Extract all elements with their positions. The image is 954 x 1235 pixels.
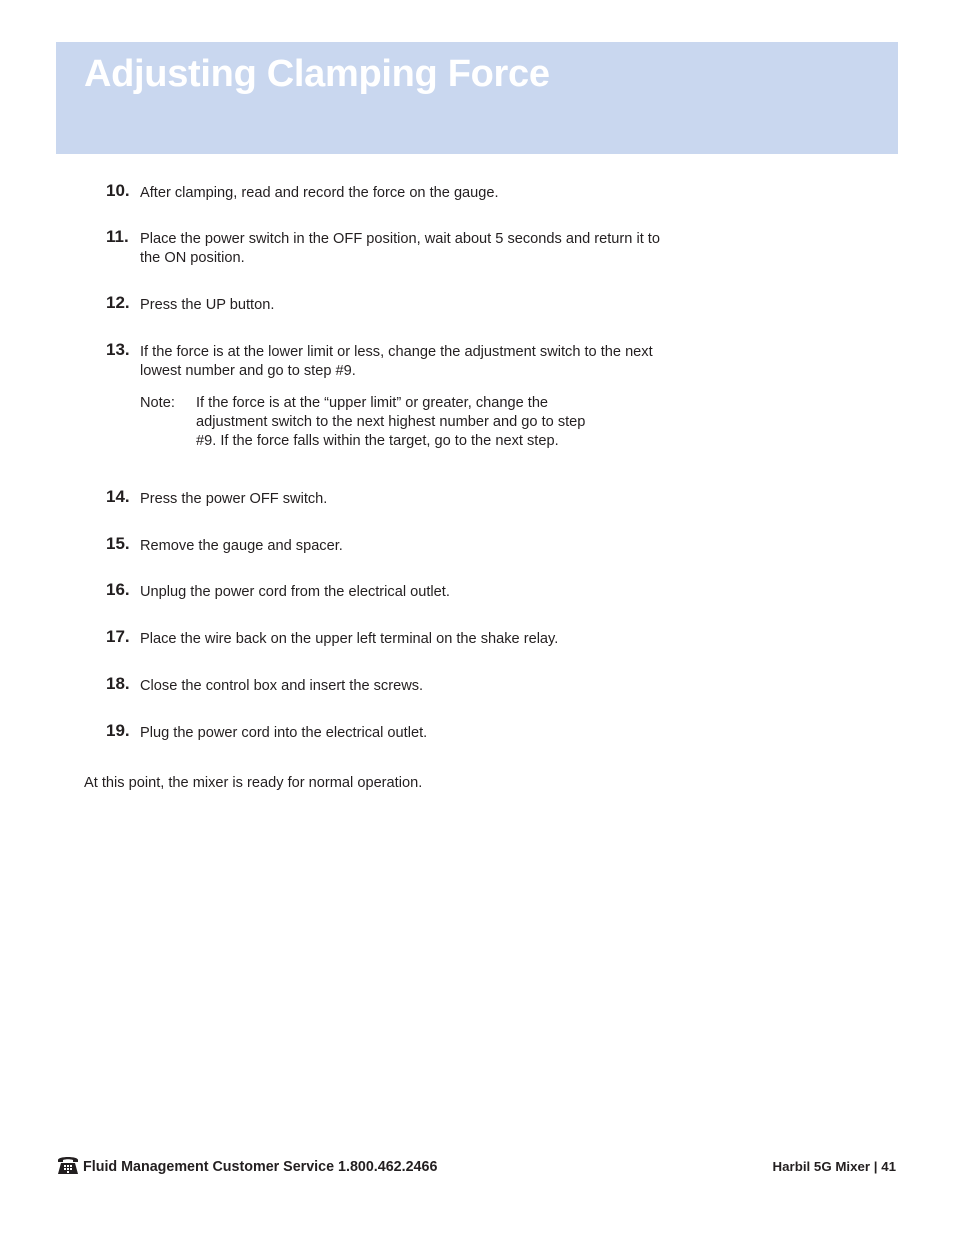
step-text: Place the wire back on the upper left terminal on the shake relay.	[140, 631, 559, 647]
step-number: 10.	[106, 181, 130, 200]
customer-service-line: Fluid Management Customer Service 1.800.462.2466	[83, 1158, 438, 1175]
step-text: If the force is at the lower limit or less, change the adjustment switch to the next lowest number and go to step #9.	[140, 344, 653, 379]
step-number: 19.	[106, 721, 130, 740]
step-number: 16.	[106, 580, 130, 599]
step-number: 13.	[106, 340, 130, 359]
step-number: 17.	[106, 627, 130, 646]
footer-contact	[56, 1153, 437, 1177]
step-text: Remove the gauge and spacer.	[140, 538, 343, 554]
step-number: 14.	[106, 487, 130, 506]
step-number: 15.	[106, 534, 130, 553]
closing-statement: At this point, the mixer is ready for normal operation.	[84, 775, 423, 791]
telephone-icon	[56, 1154, 80, 1176]
step-number: 11.	[106, 227, 129, 246]
step-text: Unplug the power cord from the electrical outlet.	[140, 584, 450, 600]
step-text: Place the power switch in the OFF position, wait about 5 seconds and return it to the ON position.	[140, 231, 660, 266]
note-text: If the force is at the “upper limit” or greater, change the adjustment switch to the next highest number and go to step #9. If the force falls within the target, go to the next step.	[196, 395, 586, 449]
step-number: 12.	[106, 293, 130, 312]
header-band	[56, 42, 898, 154]
step-number: 18.	[106, 674, 130, 693]
step-text: Press the power OFF switch.	[140, 491, 328, 507]
step-text: After clamping, read and record the force on the gauge.	[140, 185, 499, 201]
step-text: Plug the power cord into the electrical outlet.	[140, 725, 428, 741]
page-title: Adjusting Clamping Force	[84, 53, 550, 95]
note-label: Note:	[140, 395, 175, 411]
step-text: Close the control box and insert the screws.	[140, 678, 424, 694]
page-footer-label: Harbil 5G Mixer | 41	[772, 1159, 896, 1174]
step-text: Press the UP button.	[140, 297, 275, 313]
